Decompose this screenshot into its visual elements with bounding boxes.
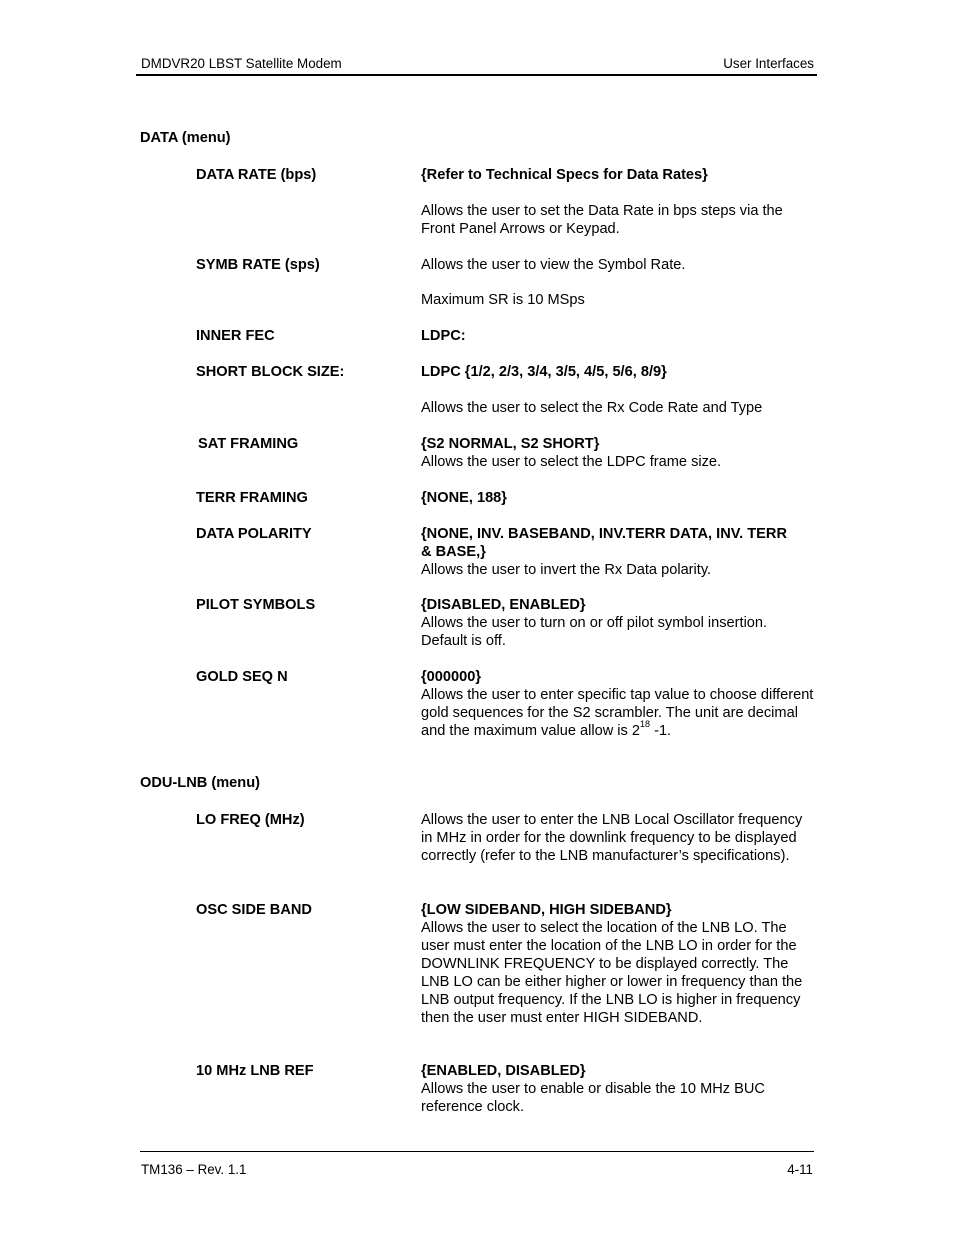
item-options: {NONE, 188} xyxy=(421,490,507,506)
item-desc-data-polarity xyxy=(421,525,791,579)
item-desc-lo-freq xyxy=(421,811,807,865)
item-description: Allows the user to enable or disable the 10 MHz BUC reference clock. xyxy=(421,1081,765,1115)
item-label-symb-rate: SYMB RATE (sps) xyxy=(196,257,320,273)
item-desc-short-block-size xyxy=(421,363,821,417)
item-description: Allows the user to select the location of the LNB LO. The user must enter the location of the LNB LO in order for the DOWNLINK FREQUENCY to be displayed correctly. The LNB LO can be either higher or lower in frequency than the LNB output frequency. If the LNB LO is higher in frequency then the user must enter HIGH SIDEBAND. xyxy=(421,920,803,1026)
item-description: Allows the user to select the LDPC frame size. xyxy=(421,454,722,470)
superscript-exponent: 18 xyxy=(640,719,651,730)
footer-page-number: 4-11 xyxy=(787,1162,813,1177)
item-options: {S2 NORMAL, S2 SHORT} xyxy=(421,436,600,452)
item-label-terr-framing: TERR FRAMING xyxy=(196,490,308,506)
section-title-odu-lnb-menu: ODU-LNB (menu) xyxy=(140,775,260,791)
item-label-osc-side-band: OSC SIDE BAND xyxy=(196,902,312,918)
item-options: {Refer to Technical Specs for Data Rates} xyxy=(421,167,708,183)
item-description-2: Maximum SR is 10 MSps xyxy=(421,292,585,308)
item-label-10mhz-lnb-ref: 10 MHz LNB REF xyxy=(196,1063,314,1079)
item-label-sat-framing: SAT FRAMING xyxy=(198,436,299,452)
item-label-lo-freq: LO FREQ (MHz) xyxy=(196,812,305,828)
item-label-inner-fec: INNER FEC xyxy=(196,328,275,344)
item-description-text: Allows the user to enter specific tap value to choose different gold sequences for the S2 scrambler. The unit are decimal and the maximum value allow is 2 xyxy=(421,687,814,739)
item-desc-10mhz-lnb-ref xyxy=(421,1062,801,1116)
item-description: Allows the user to set the Data Rate in bps steps via the Front Panel Arrows or Keypad. xyxy=(421,203,783,237)
item-options: LDPC {1/2, 2/3, 3/4, 3/5, 4/5, 5/6, 8/9} xyxy=(421,364,667,380)
item-label-data-polarity: DATA POLARITY xyxy=(196,526,312,542)
item-desc-terr-framing xyxy=(421,489,821,507)
item-options: {DISABLED, ENABLED} xyxy=(421,597,586,613)
item-label-pilot-symbols: PILOT SYMBOLS xyxy=(196,597,316,613)
item-desc-symb-rate xyxy=(421,256,821,309)
item-description: Allows the user to turn on or off pilot symbol insertion. Default is off. xyxy=(421,615,768,649)
header-rule xyxy=(136,74,817,76)
item-options: {NONE, INV. BASEBAND, INV.TERR DATA, INV. TERR & BASE,} xyxy=(421,526,787,560)
item-desc-data-rate xyxy=(421,166,821,238)
item-options: {LOW SIDEBAND, HIGH SIDEBAND} xyxy=(421,902,672,918)
item-desc-inner-fec xyxy=(421,327,821,345)
page-header-section: User Interfaces xyxy=(723,56,814,71)
item-options: {000000} xyxy=(421,669,482,685)
item-description: Allows the user to enter the LNB Local Oscillator frequency in MHz in order for the downlink frequency to be displayed correctly (refer to the LNB manufacturer’s specifications). xyxy=(421,812,803,864)
item-desc-gold-seq-n xyxy=(421,668,817,740)
item-description: Allows the user to view the Symbol Rate. xyxy=(421,257,686,273)
item-description: Allows the user to invert the Rx Data polarity. xyxy=(421,562,712,578)
footer-doc-revision: TM136 – Rev. 1.1 xyxy=(141,1162,247,1177)
item-label-gold-seq-n: GOLD SEQ N xyxy=(196,669,288,685)
footer-rule xyxy=(140,1151,814,1152)
item-desc-osc-side-band xyxy=(421,901,815,1027)
item-label-short-block-size: SHORT BLOCK SIZE: xyxy=(196,364,345,380)
item-label-data-rate: DATA RATE (bps) xyxy=(196,167,317,183)
item-desc-pilot-symbols xyxy=(421,596,807,650)
item-desc-sat-framing xyxy=(421,435,821,471)
item-description xyxy=(421,686,817,740)
section-title-data-menu: DATA (menu) xyxy=(140,130,231,146)
page-header-title: DMDVR20 LBST Satellite Modem xyxy=(141,56,342,71)
item-description: Allows the user to select the Rx Code Rate and Type xyxy=(421,400,763,416)
item-options: LDPC: xyxy=(421,328,466,344)
item-options: {ENABLED, DISABLED} xyxy=(421,1063,586,1079)
item-description-tail: -1. xyxy=(650,723,672,739)
